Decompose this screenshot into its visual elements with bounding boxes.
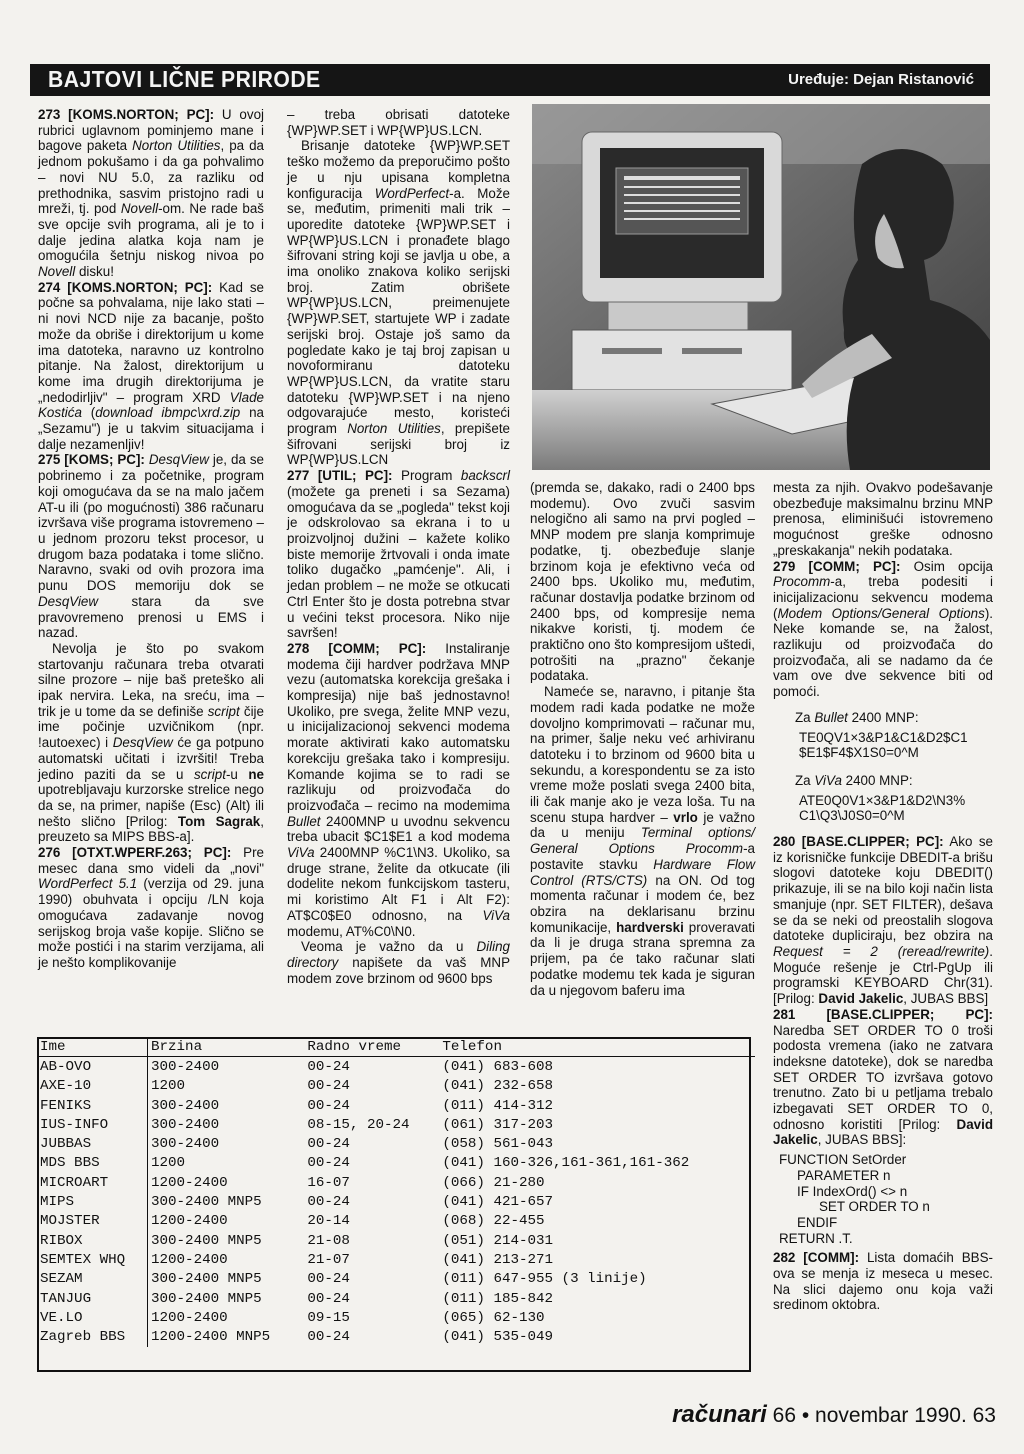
table-cell: 300-2400 — [151, 1097, 220, 1114]
text: stara da sve pravovremeno prenosi u EMS i nazad. — [38, 593, 264, 641]
text-em: ViVa — [287, 845, 315, 861]
column-header: Ime — [37, 1037, 148, 1057]
table-cell: 08-15, 20-24 — [307, 1116, 410, 1133]
viva-label — [795, 773, 993, 789]
tip-label: 274 [KOMS.NORTON; PC]: — [38, 279, 213, 295]
table-cell: 00-24 — [307, 1194, 350, 1211]
tip-label: 279 [COMM; PC]: — [773, 558, 901, 574]
table-row — [37, 1173, 755, 1192]
text-em: WordPerfect 5.1 — [38, 876, 138, 892]
text: -a, treba podesiti i inicijalizacionu sekvencu modema ( — [773, 574, 993, 621]
text-em: ViVa — [482, 907, 510, 923]
column-3 — [530, 480, 755, 998]
text: Pre mesec dana smo videli da „novi" — [38, 845, 265, 876]
table-row — [37, 1270, 755, 1289]
tip-label: 276 [OTXT.WPERF.263; PC]: — [38, 845, 232, 861]
table-cell: 1200-2400 MNP5 — [151, 1329, 271, 1346]
table-cell: (051) 214-031 — [442, 1232, 554, 1249]
table-row — [37, 1077, 755, 1096]
text: proveravati da li je druga strana spremna za prijem, pa će tako računar slati podatke modemu tek kada je siguran da u njegovom baferu ima — [530, 919, 755, 998]
code-line: RETURN .T. — [779, 1230, 853, 1246]
viva-init-string-1: ATE0Q0V1×3&P1&D2\N3% — [799, 792, 966, 808]
text-em: backscrl — [460, 468, 510, 484]
table-cell: 09-15 — [307, 1309, 350, 1326]
text: -om. Ne rade baš sve opcije svih programa, ali je to i dalje jedina alatka koja nam je omogućila šetnju niskog nivoa po — [38, 201, 265, 264]
table-cell: 300-2400 — [151, 1058, 220, 1075]
table-cell: MICROART — [37, 1173, 148, 1192]
text-em: Procomm — [773, 574, 831, 590]
viva-init-string-2: C1\Q3\J0S0=0^M — [799, 808, 905, 824]
column-2 — [287, 107, 510, 986]
text-em: DesqView — [112, 735, 173, 751]
issue-info: 66 • novembar 1990. 63 — [766, 1404, 996, 1427]
magazine-logo: računari — [672, 1401, 767, 1428]
text-em: Norton Utilities — [132, 138, 221, 154]
table-row — [37, 1154, 755, 1173]
text-strong: ne — [248, 766, 264, 782]
table-row — [37, 1134, 755, 1153]
text: Osim opcija — [900, 558, 993, 574]
table-row — [37, 1057, 755, 1077]
table-cell: JUBBAS — [37, 1134, 148, 1153]
text-em: Vlade Kostića — [38, 389, 264, 421]
table-cell: IUS-INFO — [37, 1115, 148, 1134]
tip-276-continued-2 — [287, 138, 510, 468]
table-cell: (041) 160-326,161-361,161-362 — [442, 1155, 690, 1172]
tip-278-continued-2 — [530, 480, 755, 684]
table-cell: 300-2400 MNP5 — [151, 1271, 262, 1288]
column-4 — [773, 480, 993, 1313]
code-line: PARAMETER n — [797, 1167, 891, 1183]
table-row — [37, 1250, 755, 1269]
text: Za — [795, 709, 815, 725]
code-line: ENDIF — [797, 1214, 838, 1230]
table-cell: AB-OVO — [37, 1057, 148, 1077]
text: Za — [795, 772, 815, 788]
table-header-row — [37, 1037, 755, 1057]
text: disku! — [75, 264, 114, 280]
table-cell: VE.LO — [37, 1308, 148, 1327]
section-title: BAJTOVI LIČNE PRIRODE — [48, 66, 321, 92]
column-header: Radno vreme — [304, 1037, 439, 1057]
text-em: DesqView — [144, 452, 209, 468]
code-block — [779, 1152, 993, 1246]
table-cell: TANJUG — [37, 1289, 148, 1308]
text: Ako se iz korisničke funkcije DBEDIT-a brišu slogovi datoteke koju DBEDIT() prikazuje, ili se na bilo koji način lista smanjuje (npr. SET FILTER), dešava se da se neki od preostalih slogova datoteke dupliciraju, bez obzira na — [773, 834, 993, 944]
column-1 — [38, 107, 264, 971]
text: -a. Može se, međutim, primeniti mali trik – uporedite datoteke {WP}WP.SET i WP{WP}US.LCN i pronađete blago šifrovani string koji se javlja u obe, a ima onoliko znakova koliko serijski broj. Zatim obrišete WP{WP}US.LCN, preimenujete {WP}WP.SET, startujete WP i zadate serijski broj. Ostaje još samo da pogledate kako je taj broj zapisan u novoformiranu datoteku WP{WP}US.LCN, da vratite staru datoteku {WP}WP.SET i na njeno odgovarajuće mesto, koristeći program — [287, 185, 511, 437]
table-cell: 00-24 — [307, 1271, 350, 1288]
table-cell: FENIKS — [37, 1096, 148, 1115]
table-cell: 20-14 — [307, 1213, 350, 1230]
table-cell: (041) 683-608 — [442, 1058, 554, 1075]
text: -a postavite stavku — [530, 841, 755, 872]
text: će ga potpuno automatski učitati i izvršiti! Treba jedino paziti da se u — [38, 735, 264, 782]
text: , prepišete šifrovani serijski broj iz WP{WP}US.LCN — [287, 421, 510, 468]
text: napišete da vaš MNP modem zove brzinom od 9600 bps — [287, 954, 510, 986]
text-em: Bullet — [814, 709, 848, 725]
table-cell: 1200-2400 — [151, 1174, 228, 1191]
table-cell: 00-24 — [307, 1155, 350, 1172]
table-cell: 1200-2400 — [151, 1213, 228, 1230]
table-cell: 300-2400 — [151, 1116, 220, 1133]
table-cell: 300-2400 MNP5 — [151, 1290, 262, 1307]
text: , JUBAS BBS]: — [817, 1132, 907, 1148]
code-line: FUNCTION SetOrder — [779, 1152, 907, 1168]
tip-label: 275 [KOMS; PC]: — [38, 452, 145, 468]
tip-label: 280 [BASE.CLIPPER; PC]: — [773, 834, 944, 850]
text: (verzija od 29. juna 1990) obuhvata i opciju /LN koja omogućava zadavanje novog serijskog broja vaše kopije. Slično se može postići i na starim verzijama, ali je nešto komplikovanije — [38, 876, 264, 970]
text: Instaliranje modema čiji hardver podržava MNP vezu (automatska korekcija grešaka i kompresija) nije baš jednostavno! Ukoliko, pre svega, želite MNP vezu, u inicijalizacionoj sekvenci modema morate aktivirati kako automatsku korekciju grešaka tako i kompresiju. Komande kojima se to radi se razlikuju od proizvođača do proizvođača – recimo na modemima — [287, 640, 510, 813]
tip-278 — [287, 641, 510, 939]
table-cell: (065) 62-130 — [442, 1309, 545, 1326]
text: na ON. Od tog momenta računar i modem će, bez obzira na deklarisanu brzinu komunikacije, — [530, 872, 755, 935]
table-row — [37, 1289, 755, 1308]
tip-274 — [38, 280, 264, 453]
text: (možete ga preneti i sa Sezama) omogućava da se „pogleda" tekst koji je odskrolovao sa ekrana i to u proizvoljnoj dužini – kažete koliko biste memorije žrtvovali i onda imate toliko dugačko „pamćenje". Ali, i jedan problem – ne može se otkucati Ctrl Enter što je dosta potrebna stvar u većini tekst procesora. Niko nije savršen! — [287, 483, 510, 641]
table-row — [37, 1212, 755, 1231]
code-line: SET ORDER TO n — [819, 1199, 930, 1215]
text: Brisanje datoteke {WP}WP.SET teško možemo da preporučimo pošto je u nju upisana kompletna konfiguracija — [287, 138, 510, 201]
tip-label: 277 [UTIL; PC]: — [287, 468, 393, 484]
text: čije ime počinje uzvičnikom (npr. !autoexec) i — [38, 703, 264, 751]
table-cell: AXE-10 — [37, 1077, 148, 1096]
section-banner — [30, 64, 990, 96]
table-cell: (011) 185-842 — [442, 1290, 554, 1307]
table-cell: 1200 — [151, 1078, 186, 1095]
text: 2400 MNP: — [841, 772, 913, 788]
code-line: IF IndexOrd() <> n — [797, 1183, 908, 1199]
text: upotrebljavaju kurzorske strelice nego da se, na primer, napiše (Esc) (Alt) ili nešto slično [Prilog: — [38, 782, 264, 829]
tip-276-continued — [287, 107, 510, 138]
text-em: download ibmpc\xrd.zip — [95, 405, 241, 421]
table-cell: 21-08 — [307, 1232, 350, 1249]
table-cell: 300-2400 MNP5 — [151, 1232, 262, 1249]
tip-276 — [38, 845, 264, 971]
text: 2400MNP %C1\N3. Ukoliko, sa druge strane, želite da otkucate (ili dodelite nekom funkcijskom tasteru, mi koristimo Alt F1 i Alt F2): AT$C0$E0 odnosno, na — [287, 845, 510, 923]
table-cell: (041) 535-049 — [442, 1329, 554, 1346]
text: U ovoj rubrici uglavnom pominjemo mane i bagove paketa — [38, 107, 264, 154]
tip-275-continued — [38, 641, 264, 845]
text: . Moguće rešenje je Ctrl-PgUp ili programski KEYBOARD Chr(31). [Prilog: — [773, 943, 993, 1007]
page-footer — [672, 1401, 996, 1429]
tip-278-continued-3 — [530, 684, 755, 998]
table-cell: (011) 414-312 — [442, 1097, 554, 1114]
table-cell: (041) 232-658 — [442, 1078, 554, 1095]
table-cell: 300-2400 — [151, 1136, 220, 1153]
table-cell: (041) 421-657 — [442, 1194, 554, 1211]
tip-label: 278 [COMM; PC]: — [287, 640, 427, 656]
text: Lista domaćih BBS-ova se menja iz meseca u mesec. Na slici dajemo onu koja važi sredinom oktobra. — [773, 1250, 993, 1313]
table-row — [37, 1115, 755, 1134]
tip-278-end — [773, 480, 993, 559]
table-cell: SEMTEX WHQ — [37, 1250, 148, 1269]
bullet-init-string-1: TE0QV1×3&P1&C1&D2$C1 — [799, 729, 968, 745]
text: Nevolja je što po svakom startovanju računara treba otvarati silne prozore – nije baš preteško ali ipak nervira. Leka, na sreću, ima – trik je u tome da se definiše — [38, 640, 264, 719]
bbs-list-table — [37, 1037, 755, 1347]
tip-273 — [38, 107, 264, 280]
tip-label: 282 [COMM]: — [773, 1250, 860, 1266]
text-em: Novell — [38, 264, 76, 280]
bullet-init-string-2: $E1$F4$X1S0=0^M — [799, 745, 919, 761]
table-cell: (058) 561-043 — [442, 1136, 554, 1153]
text-strong: David Jakelic — [773, 1116, 993, 1148]
table-cell: MDS BBS — [37, 1154, 148, 1173]
text: je važno da u meniju — [530, 809, 755, 841]
table-cell: 300-2400 MNP5 — [151, 1194, 262, 1211]
bullet-label — [795, 710, 993, 726]
table-cell: (041) 213-271 — [442, 1251, 554, 1268]
table-cell: 1200-2400 — [151, 1251, 228, 1268]
text: , preuzeto sa MIPS BBS-a]. — [38, 813, 264, 845]
column-header: Brzina — [148, 1037, 305, 1057]
text-em: Request = 2 (reread/rewrite) — [773, 943, 990, 959]
tip-277 — [287, 468, 510, 641]
text-em: Terminal options/ General Options Procomm — [530, 825, 755, 857]
table-cell: 1200 — [151, 1155, 186, 1172]
text: , JUBAS BBS] — [903, 991, 989, 1007]
text: Program — [392, 468, 461, 484]
text-strong: vrlo — [673, 809, 698, 825]
table-cell: SEZAM — [37, 1270, 148, 1289]
text: 2400 MNP: — [847, 709, 919, 725]
table-cell: Zagreb BBS — [37, 1327, 148, 1346]
text: modemu, AT%C0\N0. — [287, 923, 416, 939]
text-em: Bullet — [287, 813, 321, 829]
tip-280 — [773, 834, 993, 1007]
table-cell: MOJSTER — [37, 1212, 148, 1231]
tip-281 — [773, 1007, 993, 1148]
text-em: script — [193, 766, 226, 782]
text-strong: hardverski — [616, 919, 684, 935]
article-photo — [532, 104, 990, 470]
text: ( — [81, 405, 96, 421]
table-cell: 00-24 — [307, 1078, 350, 1095]
text-em: Hardware Flow Control (RTS/CTS) — [530, 856, 755, 888]
text-em: Norton Utilities — [347, 421, 441, 437]
table-row — [37, 1308, 755, 1327]
text-strong: David Jakelic — [818, 991, 904, 1007]
text-em: Diling directory — [287, 939, 510, 970]
table-cell: (011) 647-955 (3 linije) — [442, 1271, 647, 1288]
text: , pa da jednom pokušamo i da ga pohvalimo – novi NU 5.0, za razliku od prethodnika, sasvim pristojno radi u mreži, tj. pod — [38, 138, 264, 217]
tip-275 — [38, 452, 264, 640]
text-em: WordPerfect — [374, 185, 450, 201]
table-cell: 1200-2400 — [151, 1309, 228, 1326]
text: Veoma je važno da u — [301, 939, 477, 955]
text-em: Modem Options/General Options — [777, 605, 985, 621]
text-em: ViVa — [814, 772, 842, 788]
table-row — [37, 1096, 755, 1115]
text: – treba obrisati datoteke {WP}WP.SET i WP{WP}US.LCN. — [287, 107, 510, 138]
text: mesta za njih. Ovakvo podešavanje obezbeđuje maksimalnu brzinu MNP prenosa, eliminišući istovremeno mogućnost greške odnosno „preskakanja" nekih podataka. — [773, 480, 993, 558]
table-cell: (068) 22-455 — [442, 1213, 545, 1230]
text: -u — [225, 766, 249, 782]
tip-label: 281 [BASE.CLIPPER; PC]: — [773, 1006, 993, 1022]
table-cell: 00-24 — [307, 1290, 350, 1307]
text: Naredba SET ORDER TO 0 troši podosta vremena (iako ne zatvara indeksne datoteke), dok se naredba SET ORDER TO izvršava gotovo trenutno. Zato bi u petljama trebalo izbegavati SET ORDER TO 0, odnosno koristiti [Prilog: — [773, 1022, 993, 1132]
text: Nameće se, naravno, i pitanje šta modem radi kada podatke ne može dovoljno komprimovati – računar mu, na primer, šalje neku već arhiviranu datoteku i to brzinom od 9600 bita u sekundu, a korespondentu se za isto vreme može poslati svega 2400 bita, ili čak manje ako je veza loša. Tu na scenu stupa hardver – — [530, 684, 755, 825]
text-em: script — [207, 703, 240, 719]
table-row — [37, 1327, 755, 1346]
table-cell: 21-07 — [307, 1251, 350, 1268]
text: 2400MNP u uvodnu sekvencu treba ubacit $C1$E1 a kod modema — [287, 813, 510, 845]
text: ). Neke komande se, na žalost, razlikuju od proizvođača do proizvođača, ali se nadamo da će vam ove dve sekvence biti od pomoći. — [773, 605, 993, 700]
table-row — [37, 1231, 755, 1250]
text: (premda se, dakako, radi o 2400 bps modemu). Ovo zvuči sasvim nelogično ali samo na prvi pogled – MNP modem pre slanja komprimuje podatke, tj. obezbeđuje slanje brzinom koja je efektivno veća od 2400 bps. Ukoliko mu, međutim, računar dostavlja podatke brzinom od 2400 bps, od kompresije nema nikakve koristi, tj. modem će praktično ono što kompresijom uštedi, potrošiti na „prazno" čekanje podataka. — [530, 480, 755, 684]
table-cell: 00-24 — [307, 1136, 350, 1153]
text: na „Sezamu") je u takvim situacijama i dalje nezamenljiv! — [38, 405, 264, 452]
text-em: Novell — [120, 201, 159, 217]
table-cell: (061) 317-203 — [442, 1116, 554, 1133]
table-row — [37, 1192, 755, 1211]
text: Kad se počne sa pohvalama, nije lako stati – ni novi NCD nije za bacanje, pošto može da obriše i direktorijum u kome ima datoteka, naravno uz kontrolno pitanje. Na žalost, direktorijum u kome ima drugih direktorijuma je „nedodirljiv" – program XRD — [38, 279, 264, 405]
table-cell: 00-24 — [307, 1058, 350, 1075]
text-strong: Tom Sagrak — [177, 813, 261, 829]
tip-label: 273 [KOMS.NORTON; PC]: — [38, 107, 215, 122]
text: je, da se pobrinemo i za početnike, program koji omogućava da se na malo jačem AT-u ili (po mogućnosti) 386 računaru izvršava više programa istovremeno – u jednom prozoru tekst procesor, u drugom baza podataka i tome slično. Naravno, svaki od ovih prozora ima punu DOS memoriju dok se — [38, 452, 264, 594]
text-em: DesqView — [38, 593, 99, 609]
table-cell: RIBOX — [37, 1231, 148, 1250]
table-cell: MIPS — [37, 1192, 148, 1211]
table-cell: 00-24 — [307, 1097, 350, 1114]
table-cell: 00-24 — [307, 1329, 350, 1346]
table-cell: (066) 21-280 — [442, 1174, 545, 1191]
tip-278-continued — [287, 939, 510, 986]
column-header: Telefon — [439, 1037, 755, 1057]
table-cell: 16-07 — [307, 1174, 350, 1191]
photo-illustration — [532, 104, 990, 470]
editor-credit: Uređuje: Dejan Ristanović — [788, 71, 974, 88]
tip-282 — [773, 1250, 993, 1313]
tip-279 — [773, 559, 993, 700]
